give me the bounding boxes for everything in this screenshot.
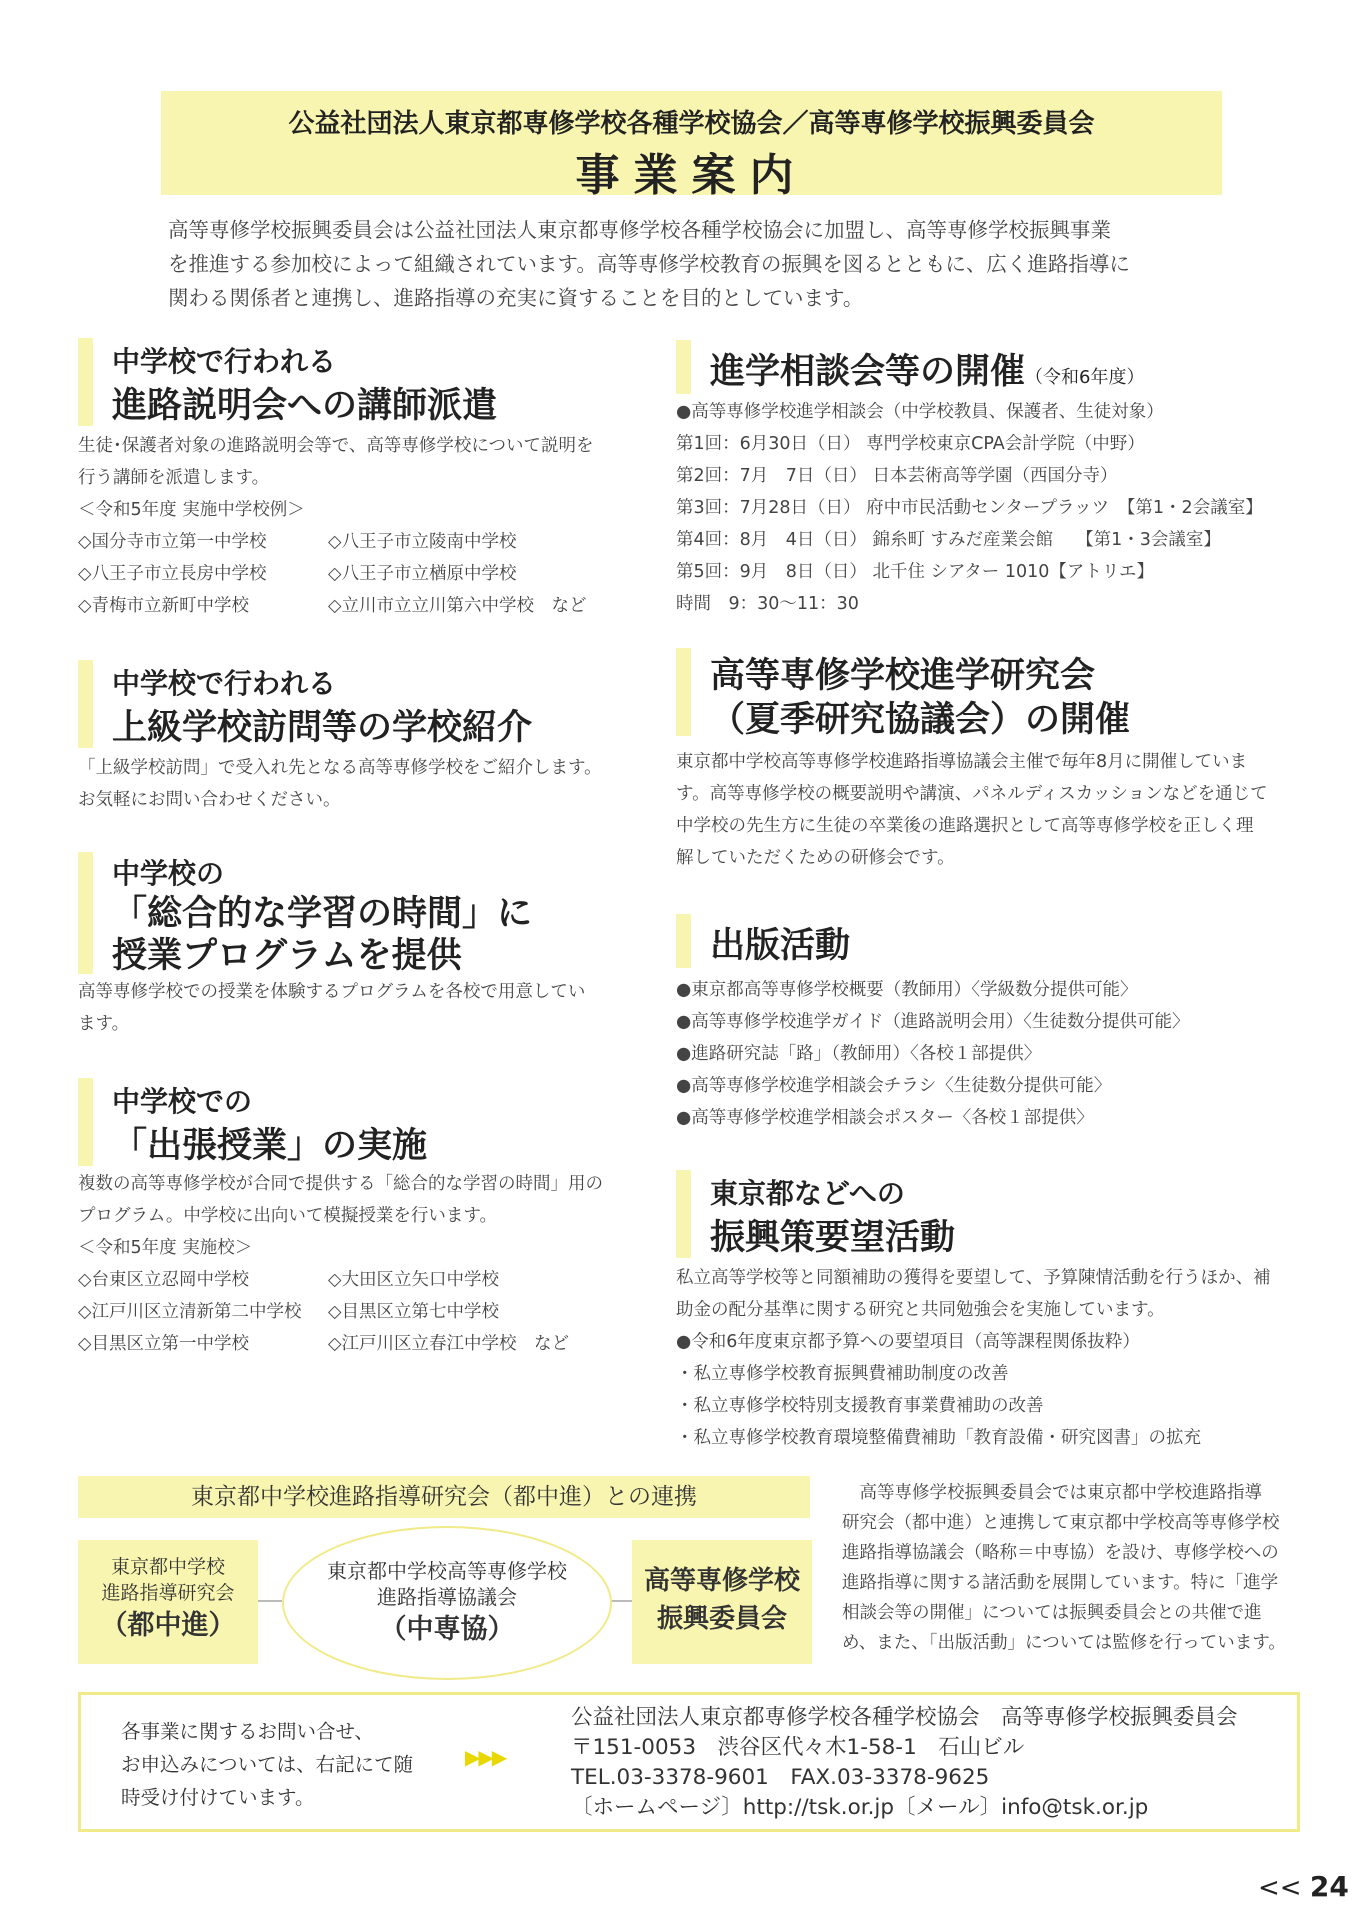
section-body: [676, 974, 1306, 1134]
body-line: 時受け付けています。: [121, 1786, 315, 1809]
box-label: 振興委員会: [656, 1604, 787, 1634]
section-heading: 高等専修学校進学研究会: [710, 656, 1096, 696]
section-body: [78, 430, 638, 622]
ellipse-label: 進路指導協議会: [377, 1585, 517, 1609]
chusenkyo-ellipse: [282, 1526, 612, 1680]
box-label: （都中進）: [100, 1610, 236, 1641]
box-label: 進路指導研究会: [101, 1582, 235, 1604]
section-body: [676, 746, 1306, 874]
body-line: ●高等専修学校進学相談会ポスター〈各校１部提供〉: [676, 1108, 1094, 1128]
promotion-committee-box: [632, 1540, 812, 1664]
school-name: ◇台東区立忍岡中学校: [78, 1270, 249, 1290]
school-row: [78, 590, 638, 622]
body-line: す。高等専修学校の概要説明や講演、パネルディスカッションなどを通じて: [676, 784, 1268, 804]
header-banner: [161, 91, 1222, 201]
school-name: ◇国分寺市立第一中学校: [78, 532, 267, 552]
section-accent-bar: [676, 1170, 691, 1258]
fiscal-year-note: （令和6年度）: [1025, 367, 1145, 388]
section-consultation-events: [676, 340, 1306, 396]
section-accent-bar: [676, 340, 691, 394]
body-line: ●東京都高等専修学校概要（教師用）〈学級数分提供可能〉: [676, 980, 1138, 1000]
organization-name: 公益社団法人東京都専修学校各種学校協会／高等専修学校振興委員会: [288, 109, 1095, 139]
section-visiting-class: [78, 1078, 638, 1168]
body-line: 生徒･保護者対象の進路説明会等で、高等専修学校について説明を: [78, 436, 594, 456]
section-subheading: 中学校で行われる: [112, 667, 337, 700]
section-heading: 「総合的な学習の時間」に: [112, 894, 533, 934]
body-line: ・私立専修学校特別支援教育事業費補助の改善: [676, 1396, 1044, 1416]
intro-line: 関わる関係者と連携し、進路指導の充実に資することを目的としています。: [168, 286, 864, 310]
section-accent-bar: [78, 1078, 93, 1166]
body-line: 中学校の先生方に生徒の卒業後の進路選択として高等専修学校を正しく理: [676, 816, 1254, 836]
body-line: ●高等専修学校進学ガイド（進路説明会用）〈生徒数分提供可能〉: [676, 1012, 1190, 1032]
school-name: ◇江戸川区立春江中学校 など: [328, 1334, 569, 1354]
box-label: 高等専修学校: [643, 1566, 800, 1596]
section-heading-text: 進学相談会等の開催: [710, 352, 1026, 392]
body-line: 各事業に関するお問い合せ、: [121, 1720, 374, 1743]
section-publications: [676, 914, 1306, 970]
contact-organization: 公益社団法人東京都専修学校各種学校協会 高等専修学校振興委員会: [571, 1705, 1238, 1730]
body-line: 第3回：7月28日（日） 府中市民活動センタープラッツ 【第1・2会議室】: [676, 498, 1263, 518]
page-prefix: <<: [1258, 1873, 1302, 1903]
body-line: ＜令和5年度 実施中学校例＞: [78, 500, 305, 520]
section-policy-requests: [676, 1170, 1306, 1260]
section-school-introduction: [78, 660, 638, 750]
section-heading: 「出張授業」の実施: [112, 1126, 428, 1166]
section-subheading: 東京都などへの: [710, 1177, 905, 1210]
body-line: ●高等専修学校進学相談会チラシ〈生徒数分提供可能〉: [676, 1076, 1112, 1096]
body-line: ・私立専修学校教育振興費補助制度の改善: [676, 1364, 1009, 1384]
collaboration-description: [842, 1478, 1302, 1658]
intro-line: を推進する参加校によって組織されています。高等専修学校教育の振興を図るとともに、広く進路指導に: [168, 252, 1130, 276]
school-row: [78, 1328, 638, 1360]
intro-line: 高等専修学校振興委員会は公益社団法人東京都専修学校各種学校協会に加盟し、高等専修学校振興事業: [168, 218, 1111, 242]
body-line: 第5回：9月 8日（日） 北千住 シアター 1010【アトリエ】: [676, 562, 1155, 582]
section-accent-bar: [78, 660, 93, 748]
section-heading: 授業プログラムを提供: [112, 936, 462, 976]
school-row: [78, 558, 638, 590]
body-line: ＜令和5年度 実施校＞: [78, 1238, 253, 1258]
school-row: [78, 526, 638, 558]
body-line: 複数の高等専修学校が合同で提供する「総合的な学習の時間」用の: [78, 1174, 603, 1194]
page-number-value: 24: [1309, 1870, 1349, 1903]
section-heading: 振興策要望活動: [710, 1218, 956, 1258]
body-line: 第1回：6月30日（日） 専門学校東京CPA会計学院（中野）: [676, 434, 1145, 454]
body-line: 進路指導協議会（略称＝中専協）を設け、専修学校への: [842, 1543, 1279, 1563]
contact-web-email[interactable]: 〔ホームページ〕http://tsk.or.jp〔メール〕info@tsk.or.jp: [571, 1795, 1149, 1820]
body-line: め、また、「出版活動」については監修を行っています。: [842, 1633, 1286, 1653]
body-line: 助金の配分基準に関する研究と共同勉強会を実施しています。: [676, 1300, 1165, 1320]
body-line: 東京都中学校高等専修学校進路指導協議会主催で毎年8月に開催していま: [676, 752, 1248, 772]
school-name: ◇八王子市立楢原中学校: [328, 564, 517, 584]
school-row: [78, 1264, 638, 1296]
section-body: [78, 752, 638, 816]
body-line: 私立高等学校等と同額補助の獲得を要望して、予算陳情活動を行うほか、補: [676, 1268, 1271, 1288]
body-line: 高等専修学校での授業を体験するプログラムを各校で用意してい: [78, 982, 586, 1002]
tochushin-box: [78, 1540, 258, 1664]
section-heading: 進路説明会への講師派遣: [112, 386, 498, 426]
ellipse-label: 東京都中学校高等専修学校: [327, 1559, 567, 1583]
body-line: プログラム。中学校に出向いて模擬授業を行います。: [78, 1206, 497, 1226]
section-lecturer-dispatch: [78, 338, 638, 428]
school-name: ◇八王子市立長房中学校: [78, 564, 267, 584]
section-body: [676, 1262, 1306, 1454]
ellipse-label: （中専協）: [379, 1614, 515, 1645]
school-name: ◇目黒区立第七中学校: [328, 1302, 499, 1322]
body-line: ます。: [78, 1014, 130, 1034]
body-line: お気軽にお問い合わせください。: [78, 790, 341, 810]
contact-intro: [121, 1715, 413, 1814]
intro-paragraph: [168, 213, 1248, 315]
body-line: 「上級学校訪問」で受入れ先となる高等専修学校をご紹介します。: [78, 758, 602, 778]
school-name: ◇江戸川区立清新第二中学校: [78, 1302, 302, 1322]
school-name: ◇大田区立矢口中学校: [328, 1270, 499, 1290]
body-line: ●高等専修学校進学相談会（中学校教員、保護者、生徒対象）: [676, 402, 1164, 422]
school-name: ◇目黒区立第一中学校: [78, 1334, 249, 1354]
body-line: 高等専修学校振興委員会では東京都中学校進路指導: [842, 1483, 1262, 1503]
section-heading: 上級学校訪問等の学校紹介: [112, 708, 533, 748]
section-lesson-program: [78, 852, 638, 976]
contact-details: [571, 1703, 1238, 1823]
contact-phone-fax[interactable]: TEL.03-3378-9601 FAX.03-3378-9625: [571, 1765, 990, 1790]
section-heading: [710, 344, 1144, 394]
school-name: ◇八王子市立陵南中学校: [328, 532, 517, 552]
page-title: 事業案内: [575, 150, 808, 201]
section-body: [78, 1168, 638, 1360]
section-accent-bar: [676, 648, 691, 736]
body-line: お申込みについては、右記にて随: [121, 1753, 414, 1776]
body-line: 時間 9：30～11：30: [676, 594, 859, 614]
page-number: [1258, 1870, 1349, 1903]
body-line: 進路指導に関する諸活動を展開しています。特に「進学: [842, 1573, 1279, 1593]
body-line: 第4回：8月 4日（日） 錦糸町 すみだ産業会館 【第1・3会議室】: [676, 530, 1221, 550]
school-row: [78, 1296, 638, 1328]
box-label: 東京都中学校: [110, 1556, 225, 1578]
school-name: ◇立川市立立川第六中学校 など: [328, 596, 587, 616]
section-accent-bar: [78, 852, 93, 974]
arrow-right-icon: ▶▶▶: [465, 1745, 506, 1769]
body-line: ・私立専修学校教育環境整備費補助「教育設備・研究図書」の拡充: [676, 1428, 1201, 1448]
body-line: 研究会（都中進）と連携して東京都中学校高等専修学校: [842, 1513, 1280, 1533]
body-line: 第2回：7月 7日（日） 日本芸術高等学園（西国分寺）: [676, 466, 1118, 486]
contact-box: [78, 1692, 1300, 1832]
connector-line: [258, 1600, 282, 1602]
contact-address: 〒151-0053 渋谷区代々木1-58-1 石山ビル: [571, 1735, 1025, 1760]
section-body: [78, 976, 638, 1040]
section-accent-bar: [676, 914, 691, 968]
section-research-meeting: [676, 648, 1306, 738]
body-line: ●令和6年度東京都予算への要望項目（高等課程関係抜粋）: [676, 1332, 1140, 1352]
section-heading: 出版活動: [710, 926, 851, 966]
section-accent-bar: [78, 338, 93, 426]
section-body: [676, 396, 1306, 620]
section-subheading: 中学校で行われる: [112, 345, 337, 378]
body-line: ●進路研究誌「路」（教師用）〈各校１部提供〉: [676, 1044, 1042, 1064]
school-name: ◇青梅市立新町中学校: [78, 596, 249, 616]
body-line: 解していただくための研修会です。: [676, 848, 955, 868]
body-line: 相談会等の開催」については振興委員会との共催で進: [842, 1603, 1262, 1623]
collaboration-title: 東京都中学校進路指導研究会（都中進）との連携: [78, 1476, 810, 1518]
section-subheading: 中学校での: [112, 1085, 253, 1118]
section-subheading: 中学校の: [112, 857, 225, 890]
body-line: 行う講師を派遣します。: [78, 468, 270, 488]
section-heading: （夏季研究協議会）の開催: [710, 700, 1131, 740]
